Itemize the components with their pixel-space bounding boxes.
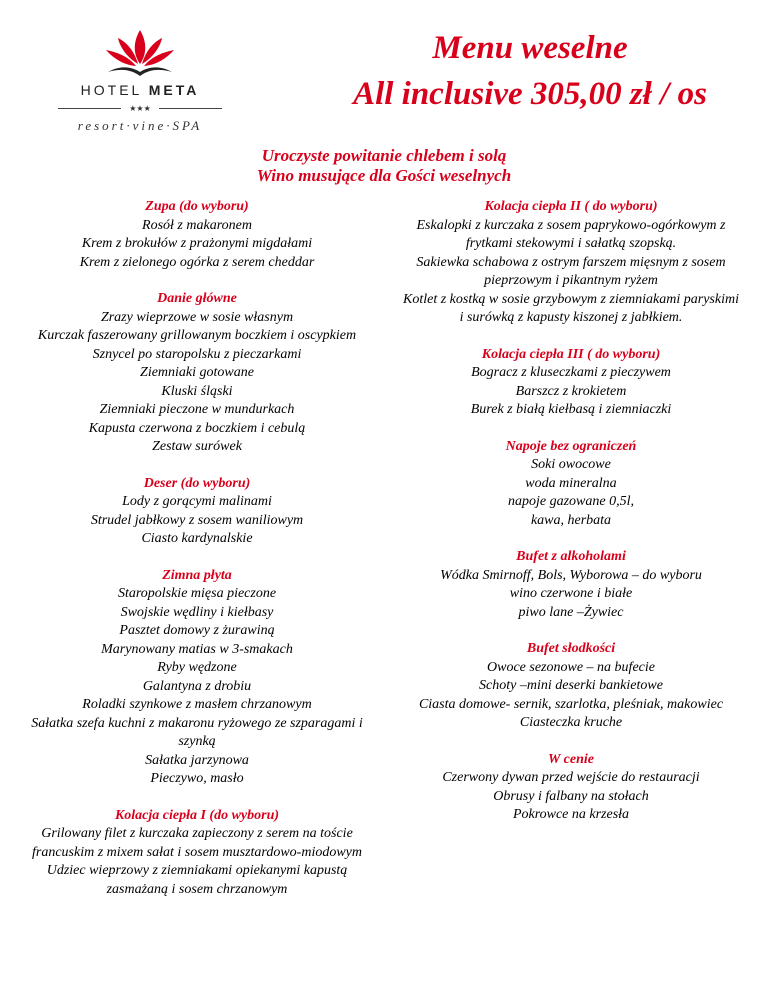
menu-item: Pasztet domowy z żurawiną	[119, 623, 275, 638]
menu-item: Lody z gorącymi malinami	[122, 494, 272, 509]
section-title: W cenie	[547, 751, 594, 767]
menu-item: piwo lane –Żywiec	[518, 604, 624, 620]
menu-section-zimna-plyta	[22, 567, 372, 789]
menu-item: Zrazy wieprzowe w sosie własnym	[100, 309, 294, 325]
menu-item: Sznycel po staropolsku z pieczarkami	[92, 346, 302, 362]
menu-item: Sakiewka schabowa z ostrym farszem mięsnym z sosem pieprzowym i pikantnym ryżem	[416, 254, 726, 288]
left-column	[22, 198, 372, 917]
menu-item: Bogracz z kluseczkami z pieczywem	[471, 365, 671, 380]
menu-item: Pieczywo, masło	[150, 771, 244, 786]
menu-section-deser-do-wyboru	[22, 475, 372, 549]
menu-item: Ciasto kardynalskie	[141, 531, 253, 546]
menu-item: Ciasteczka kruche	[519, 715, 623, 730]
menu-item: Sałatka jarzynowa	[145, 752, 249, 768]
welcome-block	[0, 146, 768, 186]
menu-item: wino czerwone i białe	[509, 586, 633, 601]
section-title: Zupa (do wyboru)	[145, 199, 249, 214]
section-title: Deser (do wyboru)	[143, 475, 251, 491]
menu-item: Krem z brokułów z prażonymi migdałami	[81, 236, 313, 251]
menu-section-danie-glowne	[22, 290, 372, 457]
menu-item: Strudel jabłkowy z sosem waniliowym	[90, 512, 304, 528]
section-title: Kolacja ciepła II ( do wyboru)	[484, 199, 658, 214]
menu-item: kawa, herbata	[530, 512, 612, 528]
menu-item: Wódka Smirnoff, Bols, Wyborowa – do wyboru	[440, 567, 702, 583]
logo-brand: HOTEL META	[80, 82, 200, 98]
menu-item: Ryby wędzone	[157, 660, 237, 675]
menu-item: woda mineralna	[525, 475, 617, 491]
menu-item: Kluski śląski	[161, 383, 233, 399]
menu-item: Ciasta domowe- sernik, szarlotka, pleśniak, makowiec	[418, 696, 724, 712]
welcome-line-1: Uroczyste powitanie chlebem i solą	[261, 146, 507, 165]
menu-item: Soki owocowe	[531, 457, 611, 472]
menu-item: Zestaw surówek	[152, 439, 242, 454]
menu-item: Krem z zielonego ogórka z serem cheddar	[79, 254, 315, 270]
menu-item: Owoce sezonowe – na bufecie	[487, 659, 655, 675]
menu-item: Marynowany matias w 3-smakach	[101, 641, 293, 657]
menu-item: Burek z białą kiełbasą i ziemniaczki	[470, 402, 672, 417]
menu-section-bufet-z-alkoholami	[400, 548, 742, 622]
menu-title: Menu weselne	[432, 30, 628, 66]
welcome-line-2: Wino musujące dla Gości weselnych	[256, 166, 512, 185]
menu-item: Roladki szynkowe z masłem chrzanowym	[82, 697, 312, 712]
menu-section-kolacja-ciepla-iii-do-wyboru	[400, 346, 742, 420]
menu-item: Grilowany filet z kurczaka zapieczony z serem na toście francuskim z mixem sałat i sosem musztardowo-miodowym	[31, 826, 363, 860]
menu-item: Obrusy i falbany na stołach	[493, 788, 649, 804]
menu-item: Udziec wieprzowy z ziemniakami opiekanymi kapustą zasmażaną i sosem chrzanowym	[46, 863, 348, 897]
menu-item: Galantyna z drobiu	[142, 678, 252, 694]
menu-item: Pokrowce na krzesła	[512, 807, 630, 822]
section-title: Kolacja ciepła III ( do wyboru)	[481, 346, 661, 362]
section-title: Bufet z alkoholami	[516, 549, 626, 564]
menu-item: Eskalopki z kurczaka z sosem paprykowo-ogórkowym z frytkami stekowymi i sałatką szopską.	[416, 217, 726, 251]
lotus-logo-icon	[102, 28, 178, 80]
menu-section-w-cenie	[400, 751, 742, 825]
menu-section-kolacja-ciepla-i-do-wyboru	[22, 807, 372, 900]
logo-stars: ★★★	[50, 102, 230, 114]
section-title: Napoje bez ograniczeń	[505, 438, 637, 454]
menu-price: All inclusive 305,00 zł / os	[353, 76, 707, 112]
hotel-logo	[40, 28, 240, 138]
menu-item: Kotlet z kostką w sosie grzybowym z ziemniakami paryskimi i surówką z kapusty kiszonej z jabłkiem.	[403, 291, 739, 325]
logo-tagline: resort·vine·SPA	[77, 118, 203, 133]
menu-item: Schoty –mini deserki bankietowe	[479, 678, 663, 693]
menu-item: Kurczak faszerowany grillowanym boczkiem i oscypkiem	[37, 328, 357, 343]
section-title: Danie główne	[157, 291, 237, 306]
menu-section-bufet-slodkosci	[400, 640, 742, 733]
right-column	[400, 198, 742, 843]
menu-item: napoje gazowane 0,5l,	[508, 494, 634, 509]
menu-item: Ziemniaki pieczone w mundurkach	[99, 402, 295, 417]
menu-item: Barszcz z krokietem	[515, 383, 627, 399]
menu-item: Ziemniaki gotowane	[140, 365, 254, 380]
menu-section-napoje-bez-ograniczen	[400, 438, 742, 531]
menu-item: Kapusta czerwona z boczkiem i cebulą	[88, 420, 306, 436]
section-title: Bufet słodkości	[526, 641, 616, 656]
menu-item: Rosół z makaronem	[142, 217, 252, 233]
menu-item: Sałatka szefa kuchni z makaronu ryżowego ze szparagami i szynką	[31, 715, 363, 749]
menu-item: Swojskie wędliny i kiełbasy	[120, 604, 274, 620]
section-title: Zimna płyta	[162, 567, 232, 583]
menu-section-zupa-do-wyboru	[22, 198, 372, 272]
menu-section-kolacja-ciepla-ii-do-wyboru	[400, 198, 742, 328]
section-title: Kolacja ciepła I (do wyboru)	[114, 807, 280, 823]
menu-item: Czerwony dywan przed wejście do restauracji	[442, 770, 700, 785]
menu-item: Staropolskie mięsa pieczone	[117, 586, 277, 601]
